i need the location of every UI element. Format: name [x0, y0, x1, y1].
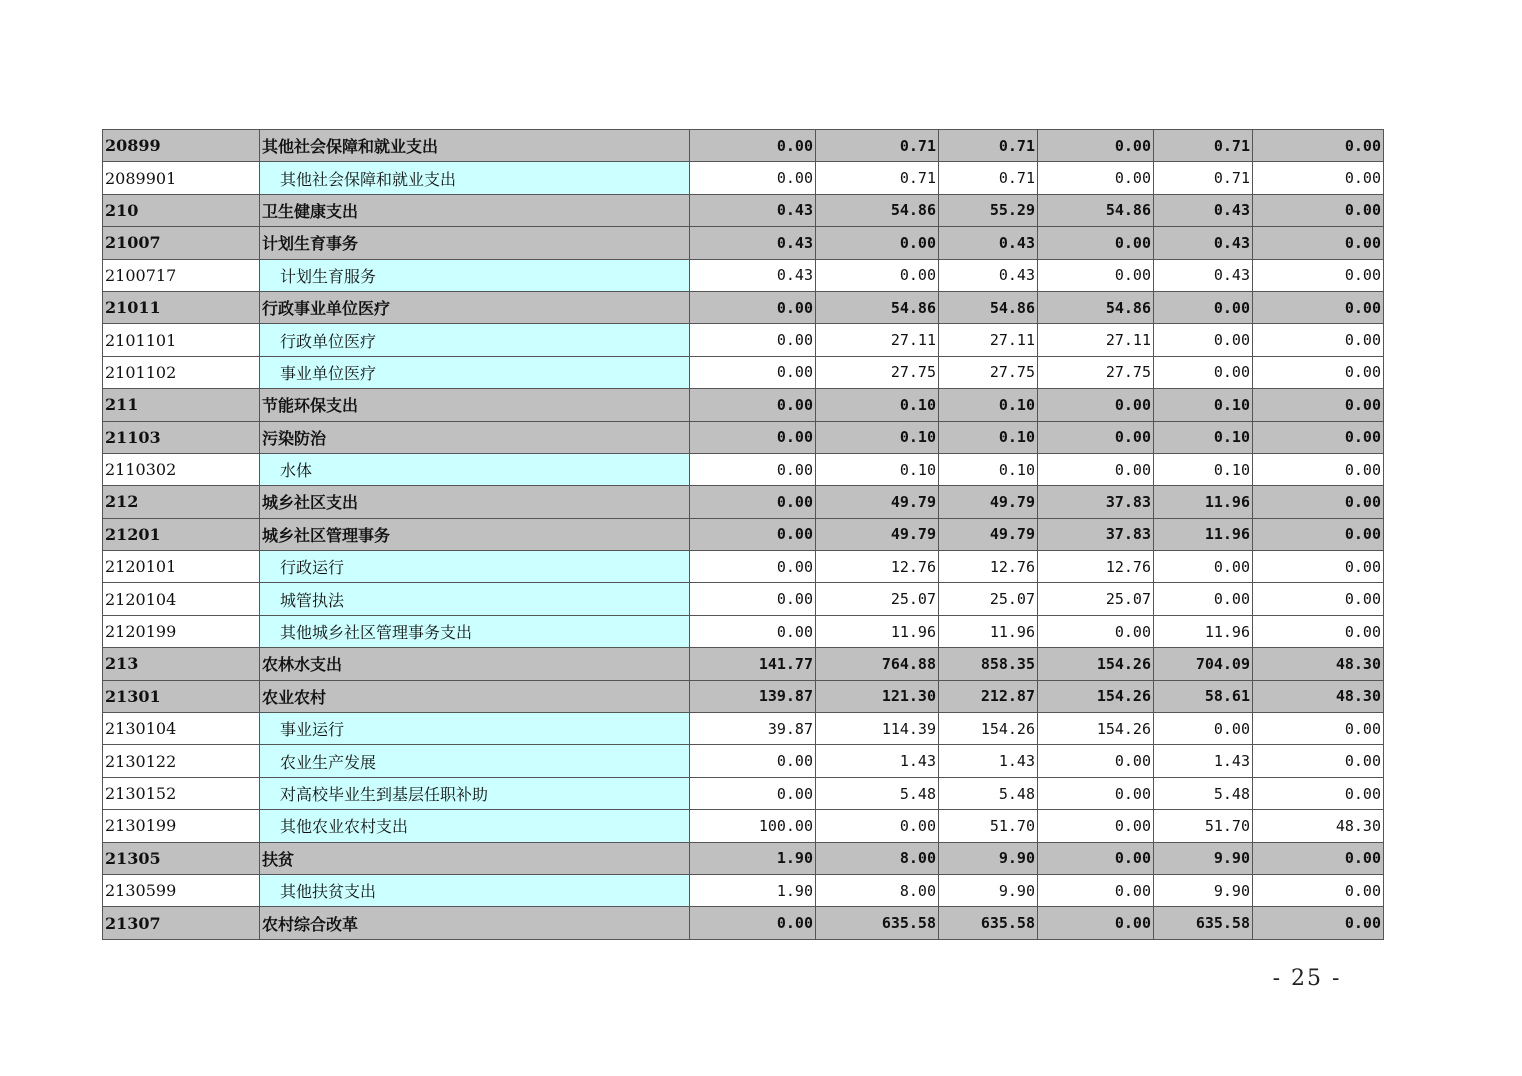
amount-cell: 139.87 [690, 680, 816, 712]
amount-cell: 0.00 [1253, 291, 1384, 323]
subject-code: 212 [103, 486, 260, 518]
table-row [103, 907, 1384, 939]
subject-code: 2089901 [103, 162, 260, 194]
amount-cell: 0.00 [690, 324, 816, 356]
subject-name: 节能环保支出 [260, 389, 690, 421]
amount-cell: 0.00 [1253, 745, 1384, 777]
amount-cell: 0.71 [816, 162, 939, 194]
amount-cell: 54.86 [939, 291, 1038, 323]
amount-cell: 0.00 [816, 259, 939, 291]
subject-code: 21307 [103, 907, 260, 939]
subject-name: 其他社会保障和就业支出 [260, 162, 690, 194]
amount-cell: 0.10 [1154, 389, 1253, 421]
amount-cell: 8.00 [816, 874, 939, 906]
amount-cell: 154.26 [1038, 713, 1154, 745]
amount-cell: 12.76 [1038, 551, 1154, 583]
amount-cell: 764.88 [816, 648, 939, 680]
amount-cell: 25.07 [816, 583, 939, 615]
budget-table [102, 129, 1384, 940]
amount-cell: 0.00 [690, 745, 816, 777]
amount-cell: 141.77 [690, 648, 816, 680]
amount-cell: 8.00 [816, 842, 939, 874]
amount-cell: 0.10 [816, 421, 939, 453]
amount-cell: 635.58 [1154, 907, 1253, 939]
amount-cell: 51.70 [1154, 810, 1253, 842]
amount-cell: 154.26 [939, 713, 1038, 745]
amount-cell: 9.90 [1154, 842, 1253, 874]
amount-cell: 0.00 [1253, 713, 1384, 745]
page-number: - 25 - [1272, 966, 1342, 991]
amount-cell: 704.09 [1154, 648, 1253, 680]
amount-cell: 0.00 [1253, 842, 1384, 874]
amount-cell: 0.43 [939, 227, 1038, 259]
amount-cell: 1.43 [1154, 745, 1253, 777]
table-row [103, 259, 1384, 291]
amount-cell: 1.90 [690, 874, 816, 906]
amount-cell: 0.00 [690, 486, 816, 518]
subject-code: 2120199 [103, 615, 260, 647]
table-row [103, 227, 1384, 259]
amount-cell: 0.71 [1154, 130, 1253, 162]
subject-code: 2130199 [103, 810, 260, 842]
subject-name: 其他城乡社区管理事务支出 [260, 615, 690, 647]
amount-cell: 0.00 [1154, 356, 1253, 388]
amount-cell: 48.30 [1253, 680, 1384, 712]
amount-cell: 27.11 [816, 324, 939, 356]
table-row [103, 356, 1384, 388]
amount-cell: 39.87 [690, 713, 816, 745]
subject-name: 水体 [260, 453, 690, 485]
amount-cell: 0.00 [1038, 421, 1154, 453]
amount-cell: 0.00 [1038, 810, 1154, 842]
amount-cell: 0.00 [1154, 583, 1253, 615]
amount-cell: 54.86 [1038, 291, 1154, 323]
amount-cell: 0.00 [1253, 194, 1384, 226]
table-row [103, 745, 1384, 777]
amount-cell: 37.83 [1038, 486, 1154, 518]
table-row [103, 583, 1384, 615]
amount-cell: 0.00 [1038, 162, 1154, 194]
amount-cell: 0.00 [1038, 777, 1154, 809]
subject-code: 21201 [103, 518, 260, 550]
amount-cell: 154.26 [1038, 680, 1154, 712]
amount-cell: 48.30 [1253, 648, 1384, 680]
subject-code: 2130599 [103, 874, 260, 906]
subject-code: 2120104 [103, 583, 260, 615]
subject-code: 2130104 [103, 713, 260, 745]
amount-cell: 0.00 [690, 777, 816, 809]
amount-cell: 0.00 [1253, 227, 1384, 259]
table-row [103, 615, 1384, 647]
subject-name: 计划生育事务 [260, 227, 690, 259]
subject-name: 行政单位医疗 [260, 324, 690, 356]
subject-code: 210 [103, 194, 260, 226]
subject-name: 污染防治 [260, 421, 690, 453]
amount-cell: 121.30 [816, 680, 939, 712]
amount-cell: 0.00 [690, 421, 816, 453]
amount-cell: 51.70 [939, 810, 1038, 842]
amount-cell: 0.00 [690, 356, 816, 388]
amount-cell: 54.86 [816, 194, 939, 226]
amount-cell: 0.00 [1038, 227, 1154, 259]
subject-name: 卫生健康支出 [260, 194, 690, 226]
subject-name: 农业农村 [260, 680, 690, 712]
subject-code: 21301 [103, 680, 260, 712]
amount-cell: 0.00 [1038, 130, 1154, 162]
subject-name: 城乡社区支出 [260, 486, 690, 518]
subject-name: 其他扶贫支出 [260, 874, 690, 906]
amount-cell: 0.00 [690, 291, 816, 323]
subject-name: 城乡社区管理事务 [260, 518, 690, 550]
amount-cell: 54.86 [816, 291, 939, 323]
amount-cell: 58.61 [1154, 680, 1253, 712]
amount-cell: 0.43 [1154, 227, 1253, 259]
amount-cell: 635.58 [816, 907, 939, 939]
amount-cell: 54.86 [1038, 194, 1154, 226]
table-row [103, 130, 1384, 162]
subject-code: 20899 [103, 130, 260, 162]
amount-cell: 0.00 [690, 453, 816, 485]
table-row [103, 713, 1384, 745]
table-row [103, 453, 1384, 485]
subject-name: 行政事业单位医疗 [260, 291, 690, 323]
table-row [103, 162, 1384, 194]
amount-cell: 858.35 [939, 648, 1038, 680]
amount-cell: 11.96 [939, 615, 1038, 647]
amount-cell: 0.00 [1038, 389, 1154, 421]
amount-cell: 0.00 [690, 389, 816, 421]
subject-code: 2100717 [103, 259, 260, 291]
amount-cell: 0.10 [939, 453, 1038, 485]
amount-cell: 0.00 [690, 130, 816, 162]
amount-cell: 0.71 [939, 130, 1038, 162]
amount-cell: 0.43 [939, 259, 1038, 291]
amount-cell: 0.10 [1154, 421, 1253, 453]
table-row [103, 680, 1384, 712]
amount-cell: 0.00 [1253, 421, 1384, 453]
amount-cell: 0.43 [690, 259, 816, 291]
subject-code: 211 [103, 389, 260, 421]
amount-cell: 49.79 [816, 518, 939, 550]
amount-cell: 12.76 [939, 551, 1038, 583]
amount-cell: 212.87 [939, 680, 1038, 712]
subject-name: 城管执法 [260, 583, 690, 615]
subject-name: 事业运行 [260, 713, 690, 745]
amount-cell: 0.00 [1253, 551, 1384, 583]
amount-cell: 0.00 [1253, 518, 1384, 550]
subject-code: 2110302 [103, 453, 260, 485]
subject-name: 事业单位医疗 [260, 356, 690, 388]
amount-cell: 9.90 [939, 842, 1038, 874]
subject-code: 213 [103, 648, 260, 680]
amount-cell: 0.10 [816, 389, 939, 421]
table-row [103, 324, 1384, 356]
table-row [103, 777, 1384, 809]
amount-cell: 0.00 [1253, 259, 1384, 291]
amount-cell: 0.00 [1038, 907, 1154, 939]
amount-cell: 0.71 [816, 130, 939, 162]
amount-cell: 9.90 [939, 874, 1038, 906]
subject-name: 农业生产发展 [260, 745, 690, 777]
amount-cell: 0.00 [1253, 874, 1384, 906]
amount-cell: 0.00 [1253, 130, 1384, 162]
subject-name: 对高校毕业生到基层任职补助 [260, 777, 690, 809]
table-row [103, 810, 1384, 842]
amount-cell: 27.75 [1038, 356, 1154, 388]
amount-cell: 0.00 [1253, 162, 1384, 194]
amount-cell: 0.00 [1253, 389, 1384, 421]
table-row [103, 194, 1384, 226]
amount-cell: 0.00 [816, 810, 939, 842]
amount-cell: 12.76 [816, 551, 939, 583]
amount-cell: 0.10 [939, 389, 1038, 421]
amount-cell: 0.43 [1154, 194, 1253, 226]
amount-cell: 49.79 [939, 486, 1038, 518]
amount-cell: 0.71 [1154, 162, 1253, 194]
amount-cell: 0.00 [1038, 842, 1154, 874]
amount-cell: 27.75 [816, 356, 939, 388]
subject-code: 2101101 [103, 324, 260, 356]
amount-cell: 0.00 [1253, 453, 1384, 485]
amount-cell: 27.11 [1038, 324, 1154, 356]
table-row [103, 518, 1384, 550]
amount-cell: 5.48 [1154, 777, 1253, 809]
amount-cell: 11.96 [1154, 518, 1253, 550]
table-row [103, 389, 1384, 421]
amount-cell: 0.00 [690, 583, 816, 615]
amount-cell: 37.83 [1038, 518, 1154, 550]
amount-cell: 49.79 [816, 486, 939, 518]
amount-cell: 0.00 [1253, 356, 1384, 388]
subject-code: 21103 [103, 421, 260, 453]
amount-cell: 0.71 [939, 162, 1038, 194]
amount-cell: 11.96 [816, 615, 939, 647]
amount-cell: 0.00 [1038, 874, 1154, 906]
subject-name: 农林水支出 [260, 648, 690, 680]
amount-cell: 0.00 [1154, 291, 1253, 323]
table-row [103, 551, 1384, 583]
amount-cell: 0.00 [1038, 615, 1154, 647]
amount-cell: 1.90 [690, 842, 816, 874]
subject-code: 21007 [103, 227, 260, 259]
subject-name: 其他社会保障和就业支出 [260, 130, 690, 162]
amount-cell: 1.43 [939, 745, 1038, 777]
amount-cell: 0.43 [690, 194, 816, 226]
amount-cell: 25.07 [939, 583, 1038, 615]
table-row [103, 486, 1384, 518]
subject-code: 2101102 [103, 356, 260, 388]
amount-cell: 0.43 [690, 227, 816, 259]
amount-cell: 11.96 [1154, 486, 1253, 518]
amount-cell: 25.07 [1038, 583, 1154, 615]
amount-cell: 11.96 [1154, 615, 1253, 647]
amount-cell: 0.10 [939, 421, 1038, 453]
amount-cell: 1.43 [816, 745, 939, 777]
subject-code: 2130152 [103, 777, 260, 809]
subject-code: 2130122 [103, 745, 260, 777]
amount-cell: 0.00 [1253, 907, 1384, 939]
subject-name: 行政运行 [260, 551, 690, 583]
amount-cell: 0.00 [1253, 486, 1384, 518]
subject-name: 计划生育服务 [260, 259, 690, 291]
amount-cell: 49.79 [939, 518, 1038, 550]
amount-cell: 5.48 [816, 777, 939, 809]
amount-cell: 0.00 [1253, 324, 1384, 356]
amount-cell: 27.11 [939, 324, 1038, 356]
amount-cell: 114.39 [816, 713, 939, 745]
subject-name: 其他农业农村支出 [260, 810, 690, 842]
amount-cell: 0.00 [1154, 713, 1253, 745]
amount-cell: 0.00 [1038, 745, 1154, 777]
amount-cell: 100.00 [690, 810, 816, 842]
amount-cell: 0.00 [1253, 615, 1384, 647]
amount-cell: 0.00 [1253, 583, 1384, 615]
table-row [103, 421, 1384, 453]
amount-cell: 0.00 [690, 615, 816, 647]
amount-cell: 55.29 [939, 194, 1038, 226]
amount-cell: 0.00 [690, 162, 816, 194]
amount-cell: 0.00 [690, 907, 816, 939]
amount-cell: 0.00 [690, 551, 816, 583]
amount-cell: 0.00 [1038, 259, 1154, 291]
subject-code: 2120101 [103, 551, 260, 583]
subject-code: 21305 [103, 842, 260, 874]
amount-cell: 5.48 [939, 777, 1038, 809]
table-row [103, 874, 1384, 906]
amount-cell: 0.10 [1154, 453, 1253, 485]
amount-cell: 0.00 [816, 227, 939, 259]
amount-cell: 27.75 [939, 356, 1038, 388]
amount-cell: 48.30 [1253, 810, 1384, 842]
amount-cell: 0.10 [816, 453, 939, 485]
table-row [103, 648, 1384, 680]
amount-cell: 0.00 [1038, 453, 1154, 485]
subject-name: 农村综合改革 [260, 907, 690, 939]
amount-cell: 154.26 [1038, 648, 1154, 680]
subject-code: 21011 [103, 291, 260, 323]
amount-cell: 0.00 [1253, 777, 1384, 809]
amount-cell: 635.58 [939, 907, 1038, 939]
subject-name: 扶贫 [260, 842, 690, 874]
table-row [103, 291, 1384, 323]
amount-cell: 0.43 [1154, 259, 1253, 291]
amount-cell: 0.00 [1154, 324, 1253, 356]
amount-cell: 9.90 [1154, 874, 1253, 906]
table-row [103, 842, 1384, 874]
amount-cell: 0.00 [1154, 551, 1253, 583]
amount-cell: 0.00 [690, 518, 816, 550]
